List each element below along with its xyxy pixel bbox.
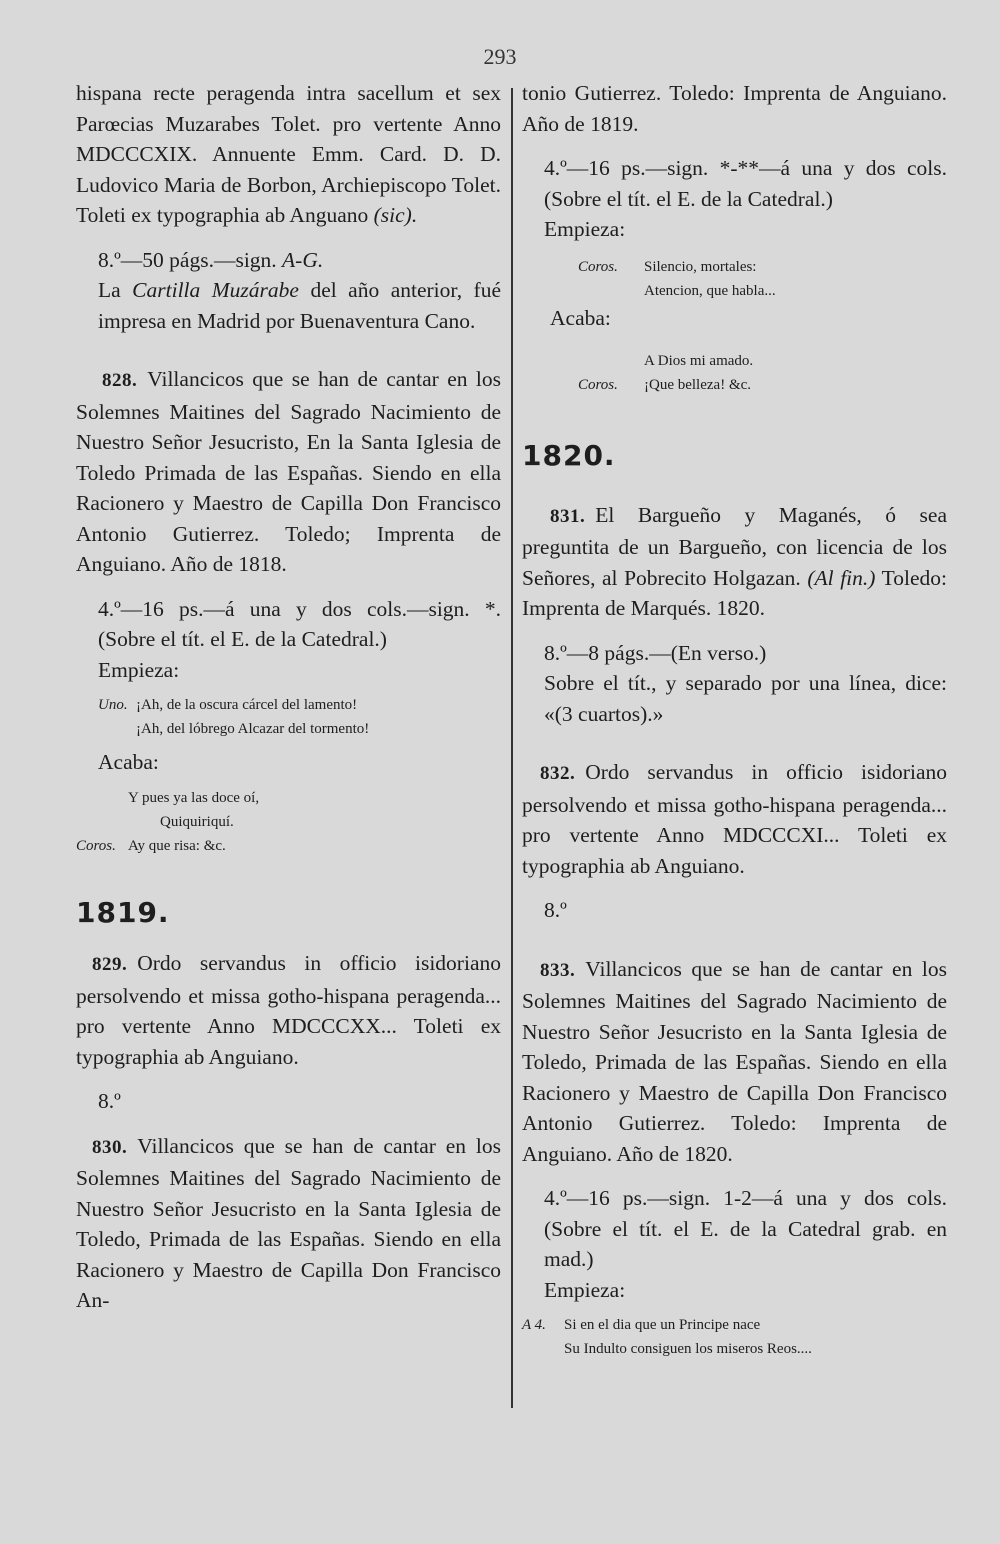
empieza-label: Empieza: (544, 1277, 626, 1302)
entry-number: 830. (92, 1136, 128, 1158)
entry-829-description: 8.º (98, 1089, 121, 1113)
entry-number: 831. (550, 505, 586, 527)
entry-830: 830. Villancicos que se han de cantar en los Solemnes Maitines del Sagrado Nacimiento de Nuestro Señor Jesucristo en la Santa Iglesia de Toledo, Primada de las Españas. Siendo en ella Racionero y Maestro de Capilla Don Francisco An- (76, 1133, 501, 1312)
verse-line: ¡Ah, del lóbrego Alcazar del tormento! (136, 721, 370, 737)
empieza-label: Empieza: (544, 217, 626, 241)
physical-description: 8.º—50 págs.—sign. A-G. (98, 247, 324, 272)
year-heading-1820: 1820. (522, 439, 616, 472)
entry-832-description: 8.º (544, 898, 567, 922)
entry-number: 828. (102, 370, 138, 391)
entry-832: 832. Ordo servandus in officio isidoriano persolvendo et missa gotho-hispana peragenda... pro vertente Anno MDCCCXI... Toleti ex typographia ab Anguiano. (522, 760, 947, 878)
verse-line: Coros. Silencio, mortales: (578, 258, 757, 275)
verse-line: A 4. Si en el dia que un Principe nace (522, 1317, 761, 1333)
column-divider (511, 88, 513, 1408)
empieza-label: Empieza: (98, 657, 180, 682)
entry-number: 832. (540, 763, 576, 784)
entry-833: 833. Villancicos que se han de cantar en los Solemnes Maitines del Sagrado Nacimiento de Nuestro Señor Jesucristo en la Santa Iglesia de Toledo, Primada de las Españas. Siendo en ella Racionero y Maestro de Capilla Don Francisco Antonio Gutierrez. Toledo: Imprenta de Anguiano. Año de 1820. (522, 956, 947, 1166)
verse-line: Atencion, que habla... (644, 282, 776, 299)
entry-828: 828. Villancicos que se han de cantar en los Solemnes Maitines del Sagrado Nacimiento de Nuestro Señor Jesucristo, En la Santa Iglesia de Toledo Primada de las Españas. Siendo en ella Racionero y Maestro de Capilla Don Francisco Antonio Gutierrez. Toledo; Imprenta de Anguiano. Año de 1818. (76, 367, 501, 576)
entry-number: 829. (92, 954, 128, 975)
verse-line: Uno. ¡Ah, de la oscura cárcel del lamento! (98, 697, 358, 713)
entry-number: 833. (540, 959, 576, 981)
verse-line: Coros. Ay que risa: &c. (76, 837, 226, 854)
page-number: 293 (483, 44, 517, 69)
entry-831: 831. El Bargueño y Maganés, ó sea preguntita de un Bargueño, con licencia de los Señores, al Pobrecito Holgazan. (Al fin.) Toledo: Imprenta de Marqués. 1820. (522, 502, 947, 620)
verse-line: Coros. ¡Que belleza! &c. (578, 377, 752, 393)
entry-828-description: 4.º—16 ps.—á una y dos cols.—sign. *. (Sobre el tít. el E. de la Catedral.) (98, 596, 501, 651)
entry-833-description: 4.º—16 ps.—sign. 1-2—á una y dos cols. (Sobre el tít. el E. de la Catedral grab. en mad.) (544, 1186, 947, 1271)
entry-831-note: Sobre el tít., y separado por una línea, dice: «(3 cuartos).» (544, 671, 947, 726)
entry-831-description: 8.º—8 págs.—(En verso.) (544, 640, 767, 665)
physical-description: 4.º—16 ps.—sign. *-**—á una y dos cols. (Sobre el tít. el E. de la Catedral.) (544, 156, 947, 211)
verse-line: Y pues ya las doce oí, (128, 789, 260, 806)
verse-line: A Dios mi amado. (644, 353, 754, 369)
verse-line: Su Indulto consiguen los miseros Reos.... (564, 1341, 812, 1357)
entry-829: 829. Ordo servandus in officio isidoriano persolvendo et missa gotho-hispana peragenda... pro vertente Anno MDCCCXX... Toleti ex typographia ab Anguiano. (76, 951, 501, 1069)
acaba-label: Acaba: (98, 750, 159, 774)
year-heading-1819: 1819. (76, 895, 170, 929)
verse-line: Quiquiriquí. (160, 813, 234, 830)
continuation-paragraph: tonio Gutierrez. Toledo: Imprenta de Anguiano. Año de 1819. (522, 81, 947, 136)
continuation-paragraph: hispana recte peragenda intra sacellum et sex Parœcias Muzarabes Tolet. pro vertente Anno MDCCCXIX. Annuente Emm. Card. D. D. Ludovico Maria de Borbon, Archiepiscopo Tolet. Toleti ex typographia ab Anguano (sic). (76, 81, 501, 227)
right-column (522, 78, 947, 1361)
acaba-label: Acaba: (550, 305, 611, 330)
left-column (76, 78, 501, 1316)
note-paragraph: La Cartilla Muzárabe del año anterior, fué impresa en Madrid por Buenaventura Cano. (98, 278, 502, 333)
